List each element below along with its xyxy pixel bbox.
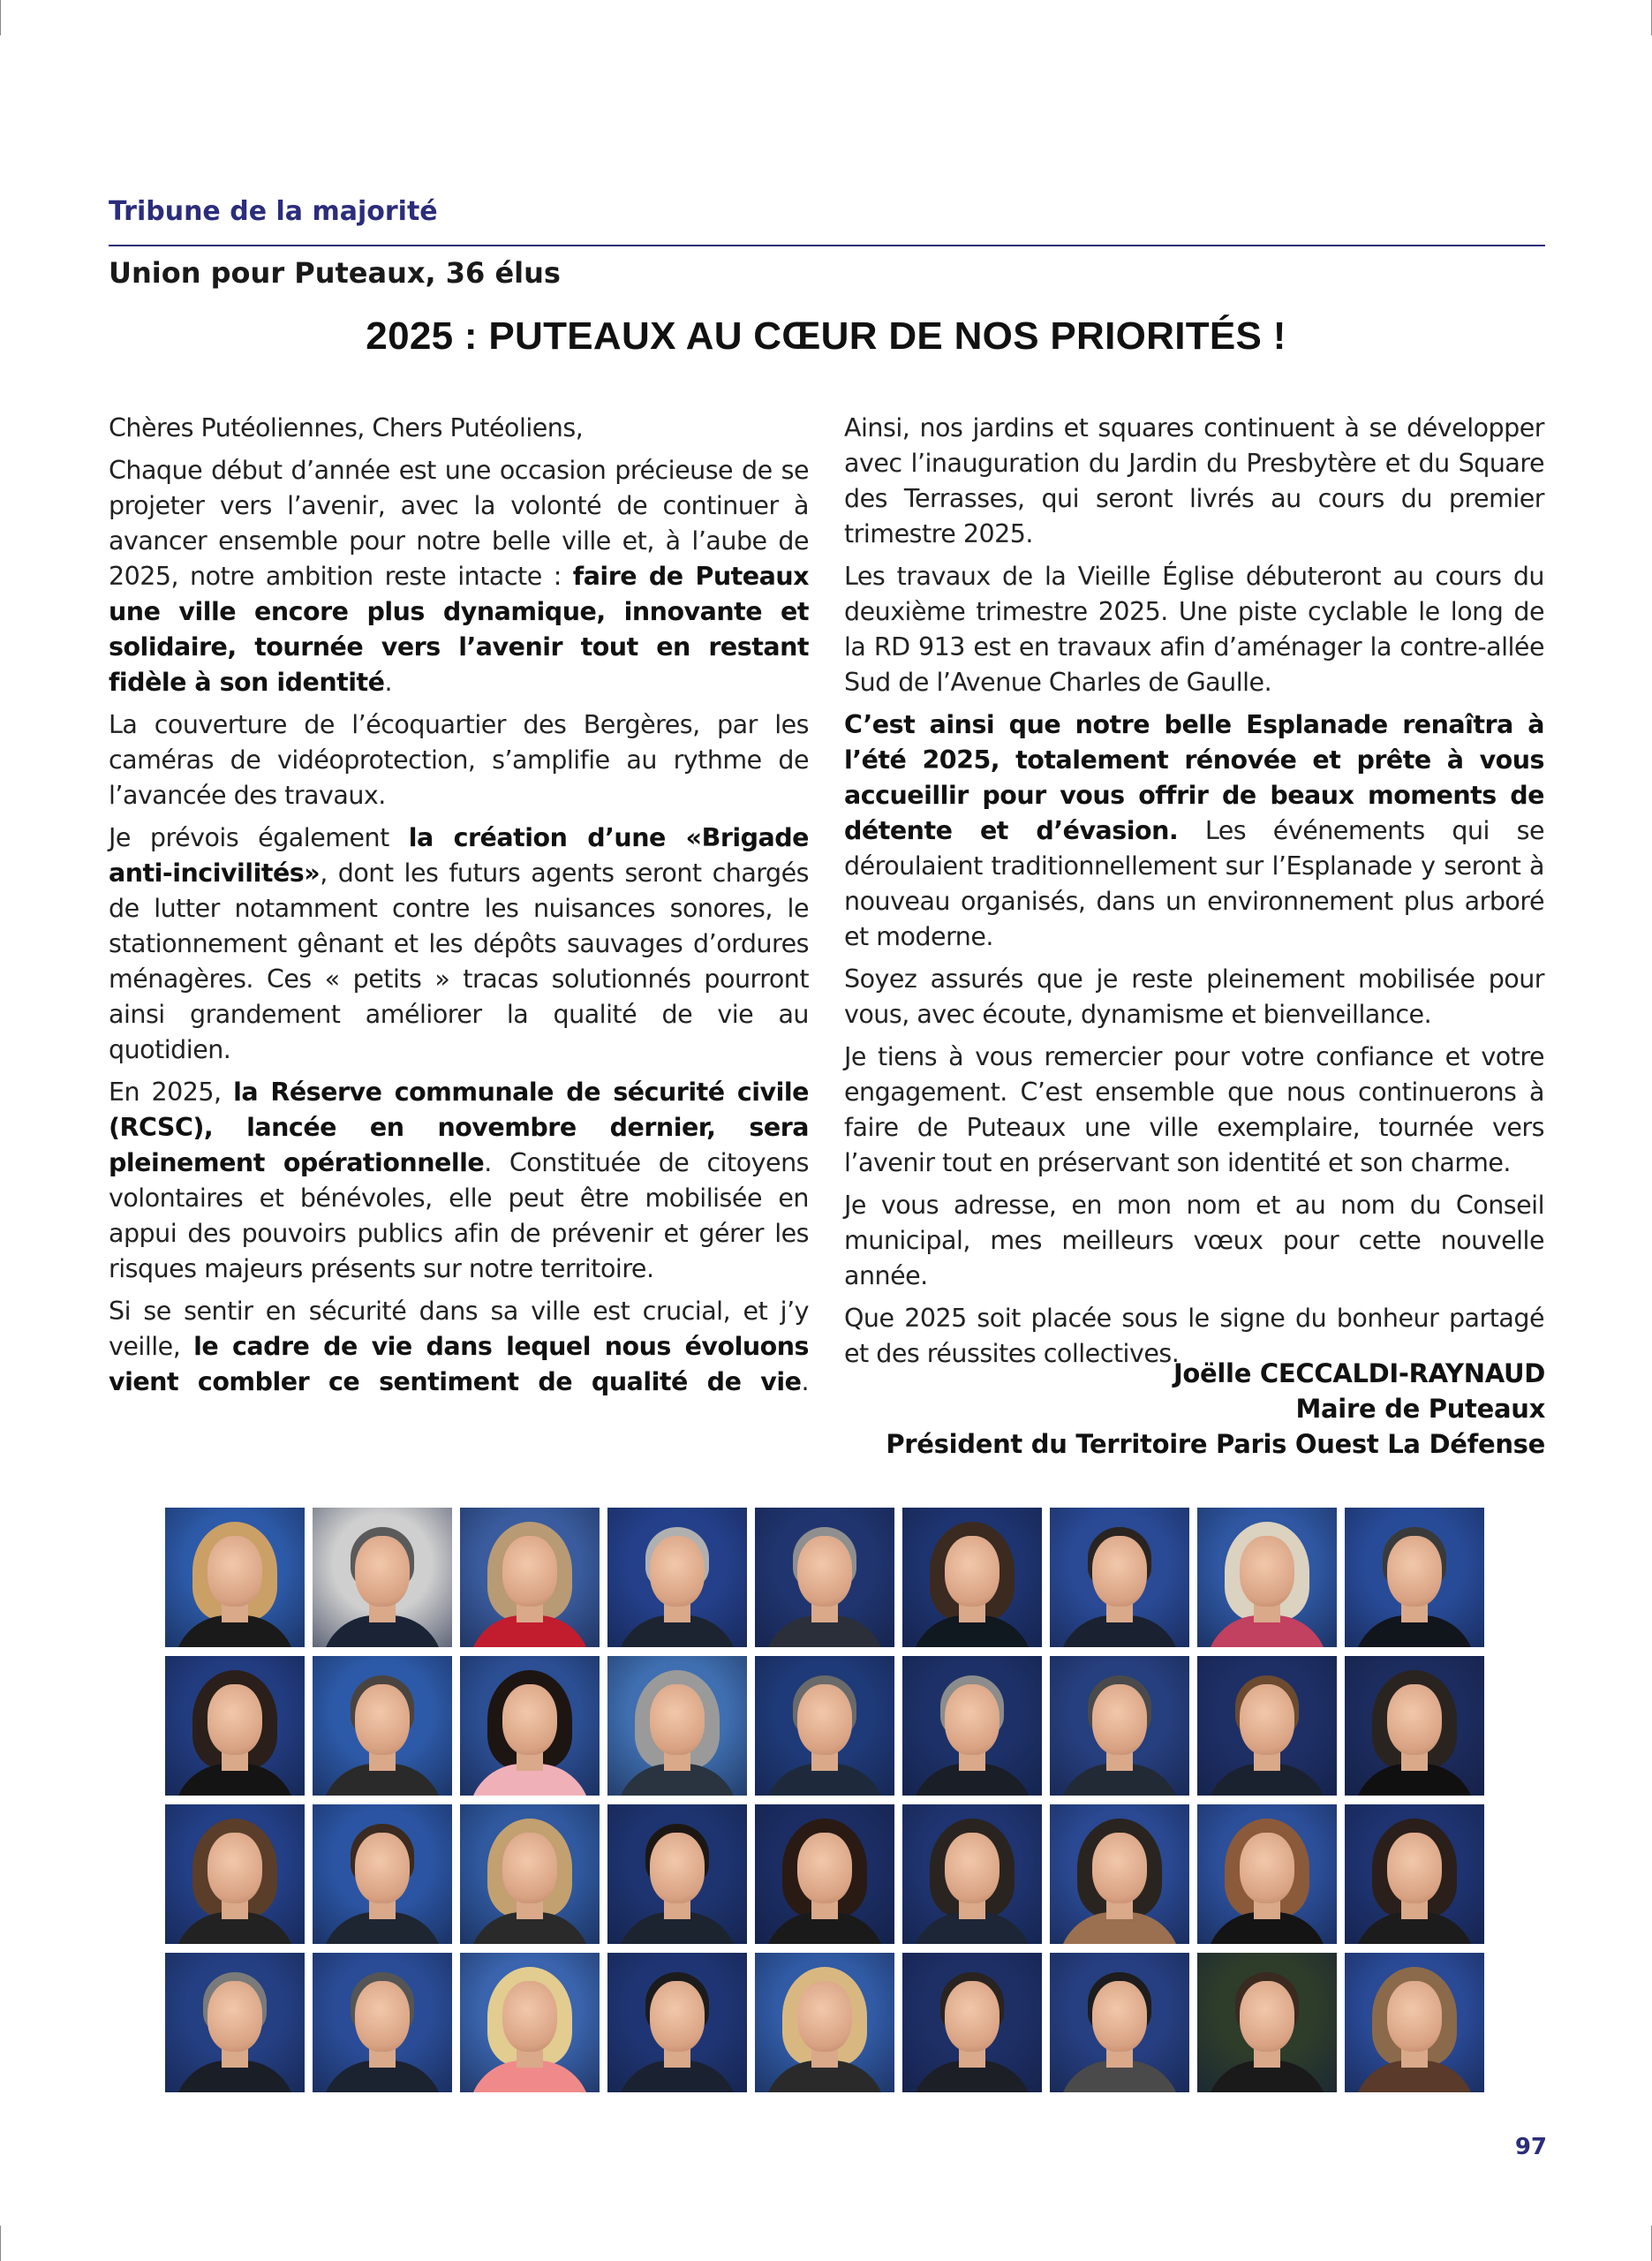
article-column-left: [109, 411, 809, 1407]
paragraph: Les travaux de la Vieille Église débuteront au cours du deuxième trimestre 2025. Une piste cyclable le long de la RD 913 est en travaux afin d’aménager la contre-allée Sud de l’Avenue Charles de Gaulle.: [844, 562, 1544, 697]
councillor-photo: [1345, 1656, 1484, 1796]
councillor-photo: [755, 1804, 894, 1944]
councillor-photo: [902, 1508, 1042, 1647]
councillor-photo: [607, 1508, 747, 1647]
councillor-photo: [460, 1804, 600, 1944]
section-title: Tribune de la majorité: [109, 196, 438, 227]
councillor-photo: [1345, 1953, 1484, 2092]
crop-mark: [0, 2226, 1, 2261]
signatory-name: Joëlle CECCALDI-RAYNAUD: [1173, 1358, 1545, 1388]
paragraph: En 2025, la Réserve communale de sécurité civile (RCSC), lancée en novembre dernier, sera pleinement opérationnelle. Constituée de citoyens volontaires et bénévoles, elle peut être mobilisée en appui des pouvoirs publics afin de prévenir et gérer les risques majeurs présents sur notre territoire.: [109, 1078, 810, 1283]
crop-mark: [0, 0, 1, 35]
councillor-photo: [165, 1656, 305, 1796]
page-number: 97: [1514, 2134, 1547, 2160]
councillor-photo: [165, 1953, 305, 2092]
paragraph: C’est ainsi que notre belle Esplanade renaîtra à l’été 2025, totalement rénovée et prête à vous accueillir pour vous offrir de beaux moments de détente et d’évasion. Les événements qui se déroulaient traditionnellement sur l’Esplanade y seront à nouveau organisés, dans un environnement plus arboré et moderne.: [844, 710, 1544, 951]
paragraph: Je prévois également la création d’une «Brigade anti-incivilités», dont les futurs agents seront chargés de lutter notamment contre les nuisances sonores, le stationnement gênant et les dépôts sauvages d’ordures ménagères. Ces « petits » tracas solutionnés pourront ainsi grandement améliorer la qualité de vie au quotidien.: [109, 823, 810, 1064]
councillor-photo: [1197, 1656, 1337, 1796]
paragraph: Soyez assurés que je reste pleinement mobilisée pour vous, avec écoute, dynamisme et bienveillance.: [844, 964, 1544, 1029]
councillor-photo: [1050, 1953, 1189, 2092]
councillor-photo: [1345, 1508, 1484, 1647]
councillor-photo: [755, 1508, 894, 1647]
councillor-photo: [165, 1804, 305, 1944]
paragraph-continued: Ainsi, nos jardins et squares continuent à se développer avec l’inauguration du Jardin du Presbytère et du Square des Terrasses, qui seront livrés au cours du premier trimestre 2025.: [844, 413, 1544, 548]
paragraph: Je tiens à vous remercier pour votre confiance et votre engagement. C’est ensemble que nous continuerons à faire de Puteaux une ville exemplaire, tournée vers l’avenir tout en préservant son identité et son charme.: [844, 1042, 1544, 1177]
headline: 2025 : PUTEAUX AU CŒUR DE NOS PRIORITÉS !: [366, 314, 1286, 358]
councillor-photo: [165, 1508, 305, 1647]
councillor-photo: [460, 1508, 600, 1647]
councillor-photo: [313, 1656, 452, 1796]
councillor-photo: [1197, 1953, 1337, 2092]
signature: [886, 1356, 1545, 1462]
councillor-photo: [460, 1656, 600, 1796]
councillor-photo: [1050, 1804, 1189, 1944]
councillor-photo: [1050, 1656, 1189, 1796]
councillor-photo: [902, 1953, 1042, 2092]
councillor-photo: [460, 1953, 600, 2092]
councillor-photo: [755, 1656, 894, 1796]
councillor-photo: [313, 1953, 452, 2092]
councillor-photo: [755, 1953, 894, 2092]
councillor-photo: [313, 1804, 452, 1944]
paragraph: Je vous adresse, en mon nom et au nom du Conseil municipal, mes meilleurs vœux pour cette nouvelle année.: [844, 1191, 1544, 1290]
councillor-photo: [607, 1953, 747, 2092]
paragraph: Si se sentir en sécurité dans sa ville est crucial, et j’y veille, le cadre de vie dans lequel nous évoluons vient combler ce sentiment de qualité de vie.: [109, 1297, 809, 1396]
councillor-photo: [1197, 1508, 1337, 1647]
signatory-role: Maire de Puteaux: [1295, 1394, 1545, 1424]
councillor-photo: [607, 1656, 747, 1796]
article-column-right: [844, 411, 1544, 1379]
header-rule: [109, 245, 1545, 246]
councillors-photo-grid: [165, 1508, 1484, 2092]
councillor-photo: [902, 1804, 1042, 1944]
paragraph: Chaque début d’année est une occasion précieuse de se projeter vers l’avenir, avec la volonté de continuer à avancer ensemble pour notre belle ville et, à l’aube de 2025, notre ambition reste intacte : faire de Puteaux une ville encore plus dynamique, innovante et solidaire, tournée vers l’avenir tout en restant fidèle à son identité.: [109, 456, 809, 697]
signatory-role: Président du Territoire Paris Ouest La Défense: [886, 1429, 1545, 1459]
councillor-photo: [607, 1804, 747, 1944]
group-name: Union pour Puteaux, 36 élus: [109, 256, 561, 290]
councillor-photo: [1345, 1804, 1484, 1944]
councillor-photo: [1050, 1508, 1189, 1647]
paragraph: La couverture de l’écoquartier des Bergères, par les caméras de vidéoprotection, s’amplifie au rythme de l’avancée des travaux.: [109, 710, 809, 810]
councillor-photo: [902, 1656, 1042, 1796]
councillor-photo: [313, 1508, 452, 1647]
councillor-photo: [1197, 1804, 1337, 1944]
salutation: Chères Putéoliennes, Chers Putéoliens,: [109, 413, 584, 442]
paragraph: Que 2025 soit placée sous le signe du bonheur partagé et des réussites collectives.: [844, 1304, 1544, 1368]
